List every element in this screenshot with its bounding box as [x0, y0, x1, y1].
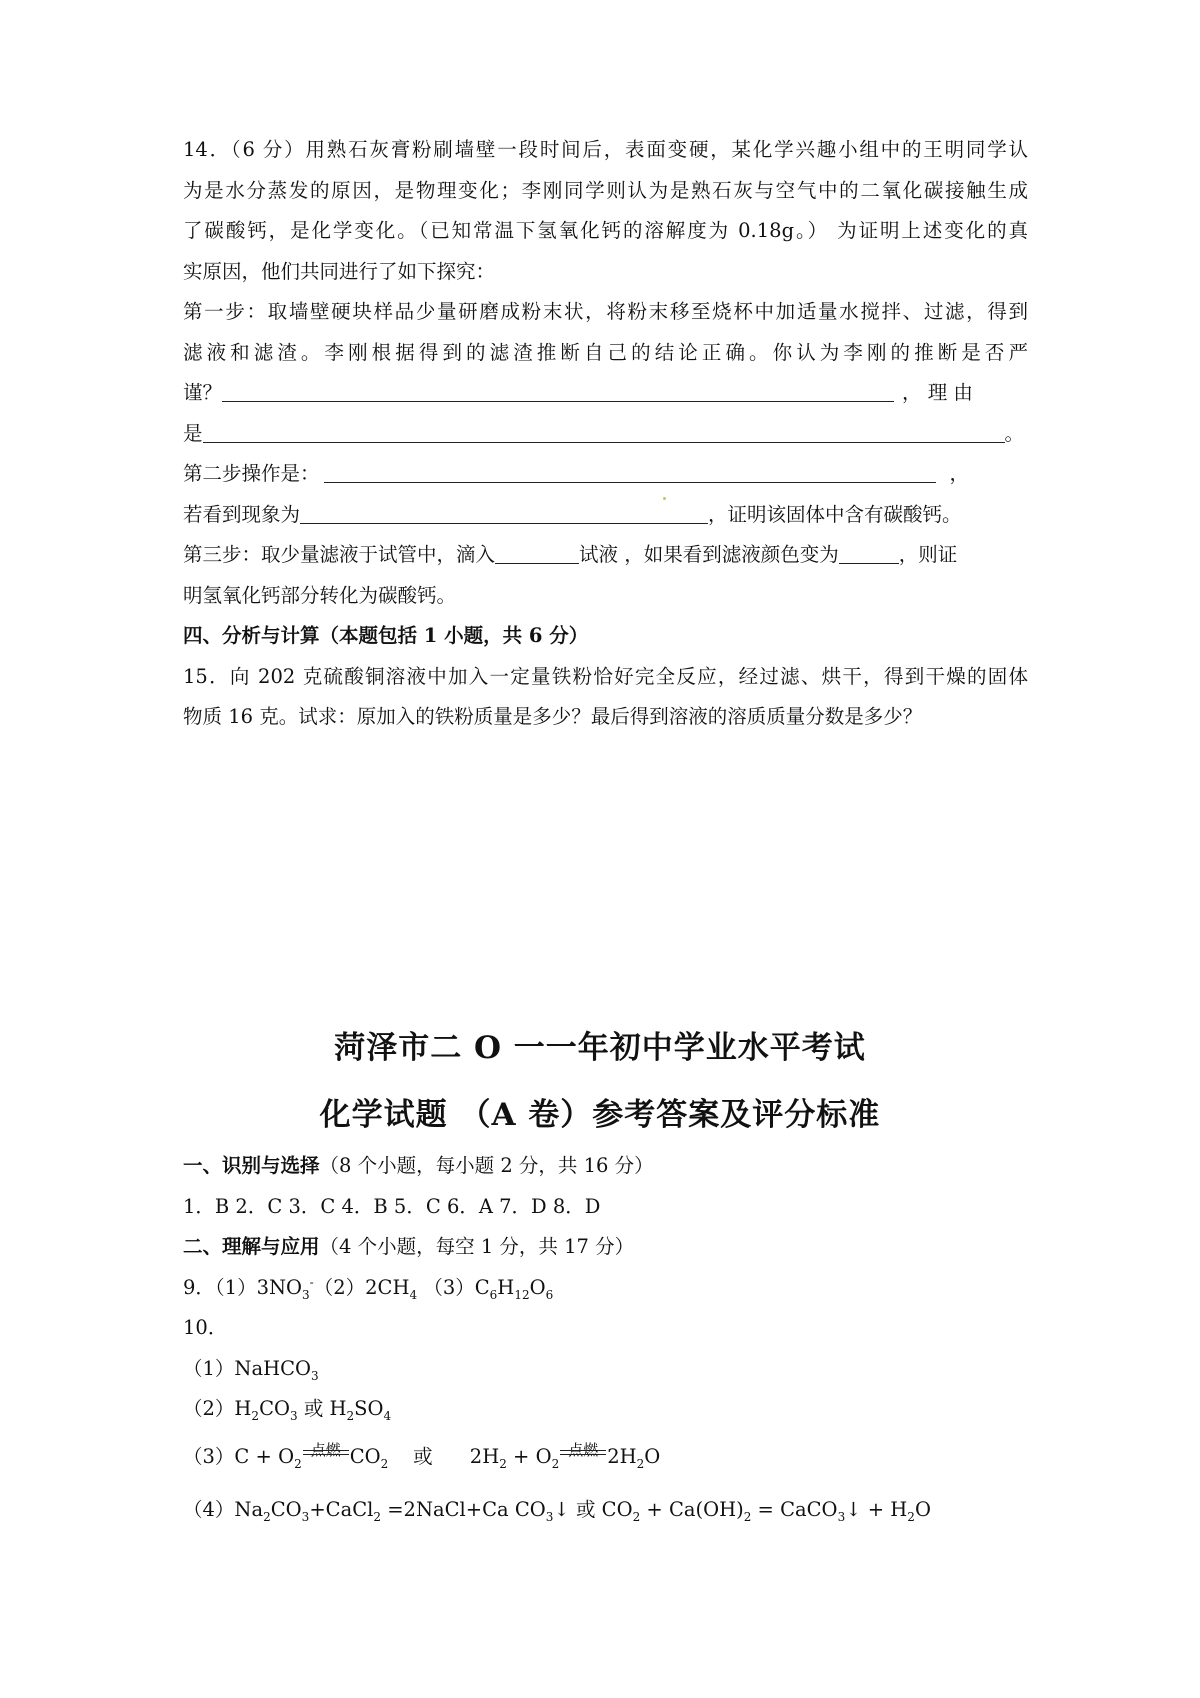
reason-line [183, 414, 1028, 455]
q10-4-text: + Ca(OH) [640, 1497, 744, 1521]
q9-part3: （3）C [423, 1275, 490, 1299]
rigor-answer-blank[interactable] [222, 380, 894, 402]
answer-title-line2: 化学试题 （A 卷）参考答案及评分标准 [319, 1097, 881, 1133]
q10-3-text: + O [506, 1444, 552, 1468]
q10-3-text: O [644, 1444, 661, 1468]
q10-2-text: SO [354, 1397, 384, 1420]
sec2-heading-line [183, 1227, 1028, 1268]
q10-answer-1 [183, 1349, 1028, 1390]
q10-2-text: （2）H [183, 1397, 252, 1420]
subscript: 12 [514, 1287, 530, 1302]
step1-q-suffix: ， 理 由 [902, 381, 973, 404]
q14-line: 14．（6 分）用熟石灰膏粉刷墙壁一段时间后，表面变硬，某化学兴趣小组中的王明同学认 [183, 138, 1028, 161]
subscript: 2 [346, 1408, 355, 1423]
answer-key [183, 1146, 1028, 1536]
reason-suffix: 。 [1004, 421, 1025, 445]
reaction-condition [560, 1440, 606, 1461]
q14-line: 为是水分蒸发的原因，是物理变化；李刚同学则认为是熟石灰与空气中的二氧化碳接触生成 [183, 178, 1028, 202]
subscript: 2 [380, 1456, 389, 1471]
subscript: 3 [302, 1287, 310, 1302]
equals-sign-icon [303, 1450, 349, 1455]
step3-line [183, 535, 1028, 576]
q10-2-text: CO [259, 1397, 290, 1420]
question-14 [183, 130, 1028, 738]
step2-answer-blank[interactable] [324, 461, 936, 483]
step3-line: 明氢氧化钙部分转化为碳酸钙。 [183, 583, 457, 607]
q10-4-text: ↓ 或 CO [553, 1497, 633, 1521]
subscript: 2 [636, 1456, 645, 1471]
step2-prefix: 第二步操作是： [183, 462, 320, 485]
indicator-answer-blank[interactable] [495, 542, 579, 564]
superscript: - [309, 1275, 314, 1289]
q10-answer-4 [183, 1484, 1028, 1536]
answer-title-line1: 菏泽市二 O 一一年初中学业水平考试 [334, 1030, 866, 1066]
q10-4-text: = CaCO [751, 1497, 838, 1521]
subscript: 2 [907, 1509, 915, 1524]
subscript: 2 [251, 1408, 260, 1423]
speck-mark [663, 497, 666, 500]
step2-suffix: ， [949, 462, 970, 485]
q10-label: 10． [183, 1316, 228, 1339]
phen-prefix: 若看到现象为 [183, 502, 301, 526]
q10-1-text: （1）NaHCO [183, 1356, 312, 1380]
subscript: 2 [551, 1456, 560, 1471]
sec1-note: （8 个小题，每小题 2 分，共 16 分） [319, 1154, 654, 1177]
section-4-heading: 四、分析与计算（本题包括 1 小题，共 6 分） [183, 624, 589, 647]
sec2-note: （4 个小题，每空 1 分，共 17 分） [319, 1235, 635, 1258]
subscript: 3 [545, 1509, 554, 1524]
q10-2-text: 或 H [297, 1397, 347, 1420]
color-answer-blank[interactable] [839, 542, 899, 564]
subscript: 2 [373, 1509, 381, 1524]
q15-line: 物质 16 克。试求：原加入的铁粉质量是多少？最后得到溶液的溶质质量分数是多少？ [183, 705, 923, 728]
q9-part2: （2）2CH [313, 1275, 410, 1299]
subscript: 4 [409, 1287, 418, 1302]
q9-part1: 9．（1）3NO [183, 1275, 303, 1299]
subscript: 2 [263, 1509, 271, 1524]
subscript: 2 [294, 1456, 302, 1471]
q10-4-text: （4）Na [183, 1497, 264, 1521]
equals-sign-icon [560, 1450, 606, 1455]
subscript: 6 [545, 1287, 554, 1302]
subscript: 3 [301, 1509, 310, 1524]
condition-label: 点燃 [310, 1440, 341, 1459]
q10-4-text: =2NaCl+Ca CO [381, 1497, 546, 1521]
q15-line: 15．向 202 克硫酸铜溶液中加入一定量铁粉恰好完全反应，经过滤、烘干，得到干燥的固体 [183, 664, 1028, 688]
subscript: 2 [743, 1509, 752, 1524]
step3-text-b: 试液 ，如果看到滤液颜色变为 [579, 543, 839, 566]
q10-answer-3 [183, 1430, 1028, 1484]
phenomenon-line [183, 495, 1028, 536]
reaction-condition [303, 1440, 349, 1461]
q10-3-text: CO [349, 1444, 381, 1468]
subscript: 4 [383, 1408, 392, 1423]
subscript: 3 [311, 1368, 319, 1383]
sec1-answers: 1．B 2．C 3．C 4．B 5．C 6．A 7．D 8．D [183, 1194, 601, 1218]
q10-3-text: （3）C + O [183, 1444, 295, 1468]
step1-question [183, 373, 1028, 414]
step1-q-prefix: 谨？ [183, 381, 223, 404]
phen-suffix: ，证明该固体中含有碳酸钙。 [708, 502, 962, 526]
q10-4-text: +CaCl [309, 1497, 374, 1521]
sec1-heading: 一、识别与选择 [183, 1154, 320, 1177]
q10-3-text: 2H [469, 1444, 500, 1468]
q10-4-text: CO [270, 1497, 302, 1521]
q14-line: 了碳酸钙，是化学变化。（已知常温下氢氧化钙的溶解度为 0.18g。） 为证明上述变化的真 [183, 219, 1028, 242]
sec2-heading: 二、理解与应用 [183, 1235, 320, 1258]
reason-answer-blank[interactable] [203, 421, 1005, 443]
subscript: 2 [632, 1509, 641, 1524]
reason-prefix: 是 [183, 421, 203, 445]
step1-line: 滤液和滤渣。李刚根据得到的滤渣推断自己的结论正确。你认为李刚的推断是否严 [183, 340, 1028, 364]
subscript: 3 [837, 1509, 846, 1524]
q9-answer: 9．$(1)3NO_3^-(2)2CH_4$ $(3)C_6H_{12}O_6$ [183, 1275, 554, 1302]
subscript: 6 [489, 1287, 498, 1302]
sec1-heading-line [183, 1146, 1028, 1187]
q10-3-text: 2H [607, 1444, 637, 1468]
step3-text-a: 第三步：取少量滤液于试管中，滴入 [183, 543, 496, 566]
condition-label: 点燃 [568, 1440, 599, 1459]
subscript: 2 [499, 1456, 507, 1471]
step1-line: 第一步：取墙壁硬块样品少量研磨成粉末状，将粉末移至烧杯中加适量水搅拌、过滤，得到 [183, 300, 1028, 323]
phenomenon-answer-blank[interactable] [300, 502, 708, 524]
step3-text-c: ，则证 [898, 543, 958, 566]
q10-3-or: 或 [413, 1444, 433, 1468]
q14-line: 实原因，他们共同进行了如下探究： [183, 259, 496, 283]
subscript: 3 [289, 1408, 298, 1423]
q10-4-text: ↓ + H [845, 1497, 908, 1521]
step2-line [183, 454, 1028, 495]
q10-4-text: O [914, 1497, 931, 1521]
